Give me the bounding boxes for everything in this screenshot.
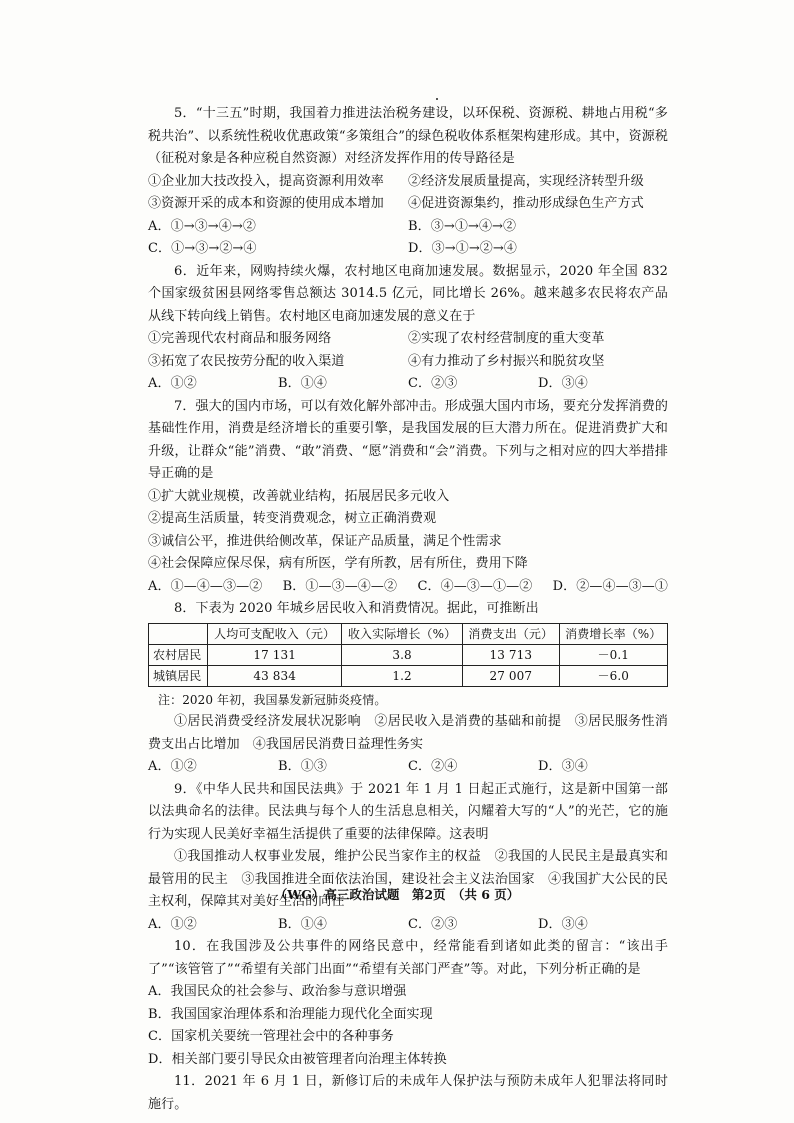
q5-item-4: ④促进资源集约，推动形成绿色生产方式 [408,196,644,211]
q7-item-4: ④社会保障应保尽保，病有所医，学有所教，居有所住，费用下降 [148,556,528,571]
q9-choice-b: B．①④ [278,916,327,932]
q10-choice-b: B．我国国家治理体系和治理能力现代化全面实现 [148,1006,433,1022]
q9-choice-c: C．②③ [408,916,458,932]
page-footer: （WG）高三政治试题 第2页 （共 6 页） [274,887,520,902]
q8-choice-a: A．①② [148,759,197,774]
q6-choice-d: D．③④ [538,376,588,391]
q5-choice-c: C．①→③→②→④ [148,241,257,256]
table-header: 人均可支配收入（元） [208,623,342,644]
q6-choice-b: B．①④ [278,376,327,391]
table-cell: －6.0 [559,665,667,686]
table-cell: 城镇居民 [149,665,208,686]
q7-item-2: ②提高生活质量，转变消费观念，树立正确消费观 [148,511,437,526]
q9-stem: 9．《中华人民共和国民法典》于 2021 年 1 月 1 日起正式施行，这是新中国第一部以法典命名的法律。民法典与每个人的生活息息相关，闪耀着大写的“人”的光芒，它的施行为实现人民美好幸福生活提供了重要的法律保障。这表明 [148,781,668,842]
q5-stem: 5．“十三五”时期，我国着力推进法治税务建设，以环保税、资源税、耕地占用税“多税共治”、以系统性税收优惠政策“多策组合”的绿色税收体系框架构建形成。其中，资源税（征税对象是各种应税自然资源）对经济发挥作用的传导路径是 [148,106,668,166]
q6-choices [148,373,668,396]
q5-items-row1 [148,171,668,194]
q10-choice-d: D．相关部门要引导民众由被管理者向治理主体转换 [148,1051,447,1067]
q7-stem: 7．强大的国内市场，可以有效化解外部冲击。形成强大国内市场，要充分发挥消费的基础性作用，消费是经济增长的重要引擎，是我国发展的巨大潜力所在。促进消费扩大和升级，让群众“能”消费、“敢”消费、“愿”消费和“会”消费。下列与之相对应的四大举措排导正确的是 [148,398,668,481]
q6-items-row1 [148,328,668,351]
table-row [149,665,668,686]
q8-choice-b: B．①③ [278,759,327,774]
q6-stem: 6．近年来，网购持续火爆，农村地区电商加速发展。数据显示，2020 年全国 832 个国家级贫困县网络零售总额达 3014.5 亿元，同比增长 26%。越来越多农民将农产品从线下转向线上销售。农村地区电商加速发展的意义在于 [148,263,668,324]
q5-choices-row2 [148,238,668,261]
q6-item-4: ④有力推动了乡村振兴和脱贫攻坚 [408,353,605,369]
q7-choice-c: C．④—③—①—② [417,578,533,594]
q7-choice-a: A．①—④—③—② [148,578,263,594]
table-header: 消费增长率（%） [559,623,667,644]
q10-choice-c: C．国家机关要统一管理社会中的各种事务 [148,1029,394,1044]
q9-items: ①我国推动人权事业发展，维护公民当家作主的权益 ②我国的人民民主是最真实和最管用的民主 ③我国推进全面依法治国，建设社会主义法治国家 ④我国扩大公民的民主权利，保障其对美好生活的向往 [148,849,668,909]
q8-choice-c: C．②④ [408,759,458,774]
table-cell: 3.8 [342,644,463,665]
q11-stem: 11．2021 年 6 月 1 日，新修订后的未成年人保护法与预防未成年人犯罪法将同时施行。 [148,1074,668,1112]
table-cell: 27 007 [463,665,560,686]
q5-choices-row1 [148,216,668,239]
table-cell: 43 834 [208,665,342,686]
q6-items-row2 [148,351,668,374]
table-header: 收入实际增长（%） [342,623,463,644]
q5-items-row2 [148,193,668,216]
income-consumption-table [148,623,668,687]
q5-choice-d: D．③→①→②→④ [408,241,518,256]
q8-note: 注：2020 年初，我国暴发新冠肺炎疫情。 [158,692,387,707]
q9-choice-a: A．①② [148,916,197,932]
table-header: 消费支出（元） [463,623,560,644]
q7-item-3: ③诚信公平，推进供给侧改革，保证产品质量，满足个性需求 [148,533,502,549]
table-cell: 17 131 [208,644,342,665]
q5-choice-a: A．①→③→④→② [148,218,256,234]
q7-choices [148,576,668,599]
q5-item-1: ①企业加大技改投入，提高资源利用效率 [148,173,384,189]
q6-choice-a: A．①② [148,376,197,391]
table-header-row [149,623,668,644]
q7-choice-b: B．①—③—④—② [282,578,398,594]
q9-choices [148,914,668,937]
q10-choice-a: A．我国民众的社会参与、政治参与意识增强 [148,984,407,999]
q8-choices [148,756,668,779]
q5-item-3: ③资源开采的成本和资源的使用成本增加 [148,196,384,211]
q5-choice-b: B．③→①→④→② [408,218,517,234]
table-cell: －0.1 [559,644,667,665]
q10-stem: 10．在我国涉及公共事件的网络民意中，经常能看到诸如此类的留言：“该出手了”“该管管了”“希望有关部门出面”“希望有关部门严查”等。对此，下列分析正确的是 [148,939,668,977]
q7-choice-d: D．②—④—③—① [552,578,668,594]
q5-item-2: ②经济发展质量提高，实现经济转型升级 [408,173,644,189]
q6-item-2: ②实现了农村经营制度的重大变革 [408,331,605,346]
table-row [149,644,668,665]
table-cell: 13 713 [463,644,560,665]
q8-choice-d: D．③④ [538,759,588,774]
q8-items: ①居民消费受经济发展状况影响 ②居民收入是消费的基础和前提 ③居民服务性消费支出占比增加 ④我国居民消费日益理性务实 [148,714,668,752]
q6-choice-c: C．②③ [408,376,458,391]
q7-item-1: ①扩大就业规模，改善就业结构，拓展居民多元收入 [148,488,450,504]
table-cell: 1.2 [342,665,463,686]
q9-choice-d: D．③④ [538,916,588,932]
table-cell: 农村居民 [149,644,208,665]
table-header [149,623,208,644]
q6-item-1: ①完善现代农村商品和服务网络 [148,331,332,346]
page-content [148,103,668,1116]
q8-stem: 8．下表为 2020 年城乡居民收入和消费情况。据此，可推断出 [174,601,539,616]
stray-dot [436,98,438,100]
q6-item-3: ③拓宽了农民按劳分配的收入渠道 [148,353,345,369]
